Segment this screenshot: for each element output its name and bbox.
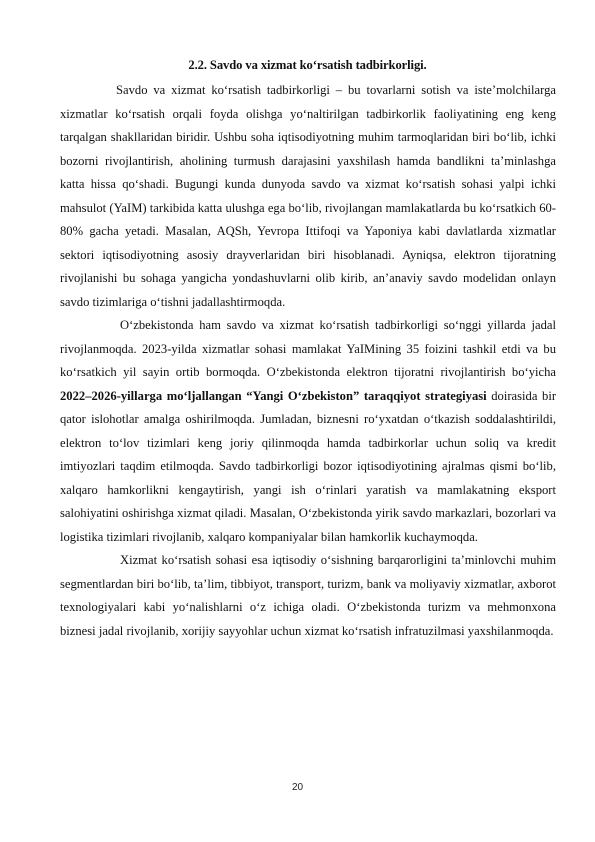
- paragraph-uzbekistan-trade-development: [60, 314, 556, 549]
- paragraph-trade-services-overview: Savdo va xizmat ko‘rsatish tadbirkorligi – bu tovarlarni sotish va iste’molchilarga xizmatlar ko‘rsatish orqali foyda olishga yo‘naltirilgan tadbirkorlik faoliyatining eng keng tarqalgan shakllaridan biridir. Ushbu soha iqtisodiyotning muhim tarmoqlaridan biri bo‘lib, ichki bozorni rivojlantirish, aholining turmush darajasini yaxshilash hamda bandlikni ta’minlashga katta hissa qo‘shadi. Bugungi kunda dunyoda savdo va xizmat ko‘rsatish sohasi yalpi ichki mahsulot (YaIM) tarkibida katta ulushga ega bo‘lib, rivojlangan mamlakatlarda bu ko‘rsatkich 60-80% gacha yetadi. Masalan, AQSh, Yevropa Ittifoqi va Yaponiya kabi davlatlarda xizmatlar sektori iqtisodiyotning asosiy drayverlaridan biri hisoblanadi. Ayniqsa, elektron tijoratning rivojlanishi bu sohaga yangicha yondashuvlarni olib kirib, an’anaviy savdo modelidan onlayn savdo tizimlariga o‘tishni jadallashtirmoqda.: [60, 83, 556, 309]
- section-heading: 2.2. Savdo va xizmat ko‘rsatish tadbirkorligi.: [188, 58, 427, 72]
- paragraph-2-text-after: doirasida bir qator islohotlar amalga oshirilmoqda. Jumladan, biznesni ro‘yxatdan o‘tkazish soddalashtirildi, elektron to‘lov tizimlari keng joriy qilinmoqda hamda tadbirkorlar uchun soliq va kredit imtiyozlari taqdim etilmoqda. Savdo tadbirkorligi bozor iqtisodiyotining ajralmas qismi bo‘lib, xalqaro hamkorlikni kengaytirish, yangi ish o‘rinlari yaratish va mamlakatning eksport salohiyatini oshirishga xizmat qiladi. Masalan, O‘zbekistonda yirik savdo markazlari, bozorlari va logistika tizimlari rivojlanib, xalqaro kompaniyalar bilan hamkorlik kuchaymoqda.: [60, 388, 557, 544]
- strategy-title-bold: 2022–2026-yillarga mo‘ljallangan “Yangi O‘zbekiston” taraqqiyot strategiyasi: [60, 388, 487, 403]
- paragraph-services-sector: Xizmat ko‘rsatish sohasi esa iqtisodiy o‘sishning barqarorligini ta’minlovchi muhim segmentlardan biri bo‘lib, ta’lim, tibbiyot, transport, turizm, bank va moliyaviy xizmatlar, axborot texnologiyalari kabi yo‘nalishlarni o‘z ichiga oladi. O‘zbekistonda turizm va mehmonxona biznesi jadal rivojlanib, xorijiy sayyohlar uchun xizmat ko‘rsatish infratuzilmasi yaxshilanmoqda.: [60, 553, 556, 638]
- document-body: [60, 79, 556, 643]
- page-number: 20: [291, 782, 304, 793]
- paragraph-2-text-before: O‘zbekistonda ham savdo va xizmat ko‘rsatish tadbirkorligi so‘nggi yillarda jadal rivojlanmoqda. 2023-yilda xizmatlar sohasi mamlakat YaIMining 35 foizini tashkil etdi va bu ko‘rsatkich yil sayin ortib bormoqda. O‘zbekistonda elektron tijoratni rivojlantirish bo‘yicha: [60, 318, 556, 379]
